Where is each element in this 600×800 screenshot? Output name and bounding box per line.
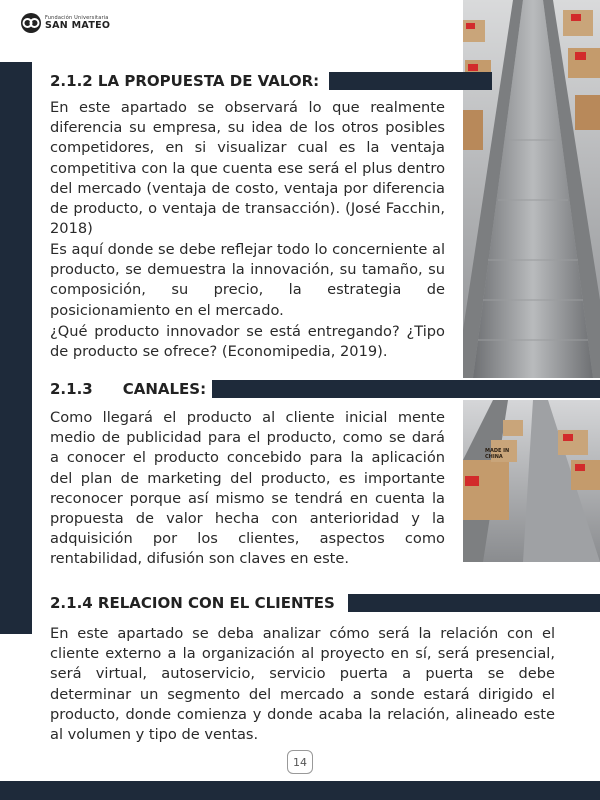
logo-subtitle: Fundación Universitaria xyxy=(45,14,109,21)
heading-accent-bar xyxy=(348,594,600,612)
box-label: MADE IN CHINA xyxy=(485,448,510,460)
logo-icon xyxy=(20,12,42,34)
heading-row-214 xyxy=(50,594,600,612)
conveyor-photo-bottom xyxy=(463,400,600,562)
heading-row-213 xyxy=(50,380,600,398)
paragraph-propuesta-2: Es aquí donde se debe reflejar todo lo concerniente al producto, se demuestra la innovación, su tamaño, su composición, su precio, la estrategia de posicionamiento en el mercado. xyxy=(50,241,445,319)
section-heading-propuesta: 2.1.2 LA PROPUESTA DE VALOR: xyxy=(50,72,320,90)
section-number-canales: 2.1.3 xyxy=(50,380,93,398)
left-accent-bar xyxy=(0,62,32,634)
logo-name: SAN MATEO xyxy=(45,19,111,31)
paragraph-relacion: En este apartado se deba analizar cómo será la relación con el cliente externo a la organización al proyecto en sí, será presencial, será virtual, autoservicio, servicio puerta a puerta se debe determinar un segmento del mercado a sonde estará dirigido el producto, donde comienza y donde acaba la relación, alineado este al volumen y tipo de ventas. xyxy=(50,625,555,744)
footer-bar xyxy=(0,781,600,800)
section-heading-relacion: 2.1.4 RELACION CON EL CLIENTES xyxy=(50,594,335,612)
heading-row-212 xyxy=(50,72,492,90)
section-heading-canales: CANALES: xyxy=(122,380,207,398)
logo xyxy=(20,12,110,34)
conveyor-photo-top xyxy=(463,0,600,378)
paragraph-canales: Como llegará el producto al cliente inicial mente medio de publicidad para el producto, como se dará a conocer el producto concebido para la aplicación del plan de marketing del producto, es importante reconocer porque así mismo se tendrá en cuenta la propuesta de valor hecha con anterioridad y la adquisición por los clientes, aspectos como rentabilidad, difusión son claves en este. xyxy=(50,409,445,568)
heading-accent-bar xyxy=(329,72,492,90)
heading-accent-bar xyxy=(212,380,600,398)
paragraph-propuesta-1: En este apartado se observará lo que realmente diferencia su empresa, su idea de los otros posibles competidores, en si visualizar cual es la ventaja competitiva con la que cuenta ese será el plus dentro del mercado (ventaja de costo, ventaja por diferencia de producto, o ventaja de transacción). (José Facchin, 2018) xyxy=(50,99,445,238)
paragraph-propuesta-3: ¿Qué producto innovador se está entregando? ¿Tipo de producto se ofrece? (Economipedia, 2019). xyxy=(50,323,445,361)
page-number: 14 xyxy=(287,750,313,774)
